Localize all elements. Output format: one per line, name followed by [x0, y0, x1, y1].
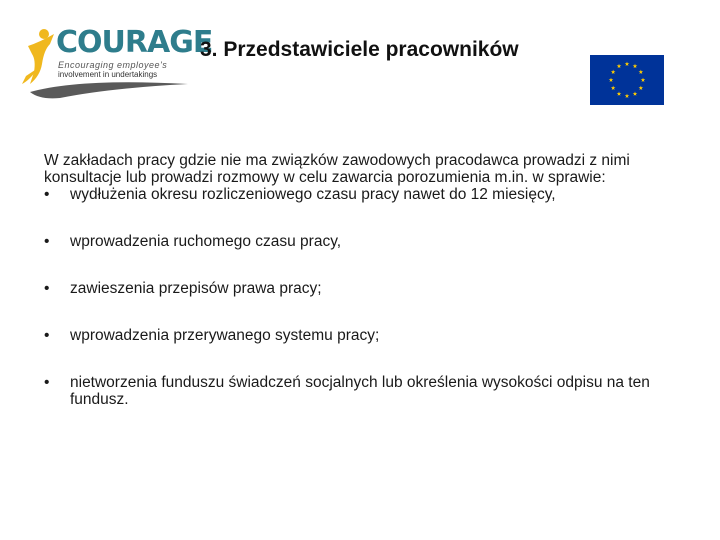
- page-title: 3. Przedstawiciele pracowników: [200, 38, 519, 61]
- logo-tagline-1: Encouraging employee's: [58, 60, 168, 70]
- eu-flag-icon: [590, 55, 664, 105]
- courage-logo: [20, 24, 213, 100]
- list-item: • wydłużenia okresu rozliczeniowego czasu pracy nawet do 12 miesięcy,: [44, 186, 694, 203]
- list-item: • wprowadzenia ruchomego czasu pracy,: [44, 233, 694, 250]
- intro-paragraph: W zakładach pracy gdzie nie ma związków zawodowych pracodawca prowadzi z nimi konsultacje lub prowadzi rozmowy w celu zawarcia porozumienia m.in. w sprawie:: [44, 152, 630, 186]
- main-content: [44, 152, 694, 408]
- list-item: • nietworzenia funduszu świadczeń socjalnych lub określenia wysokości odpisu na ten fundusz.: [44, 374, 694, 408]
- logo-tagline-2: involvement in undertakings: [58, 70, 158, 79]
- list-item: • wprowadzenia przerywanego systemu pracy;: [44, 327, 694, 344]
- bullet-list: [44, 186, 694, 408]
- logo-wordmark: COURAGE: [56, 25, 213, 60]
- list-item: • zawieszenia przepisów prawa pracy;: [44, 280, 694, 297]
